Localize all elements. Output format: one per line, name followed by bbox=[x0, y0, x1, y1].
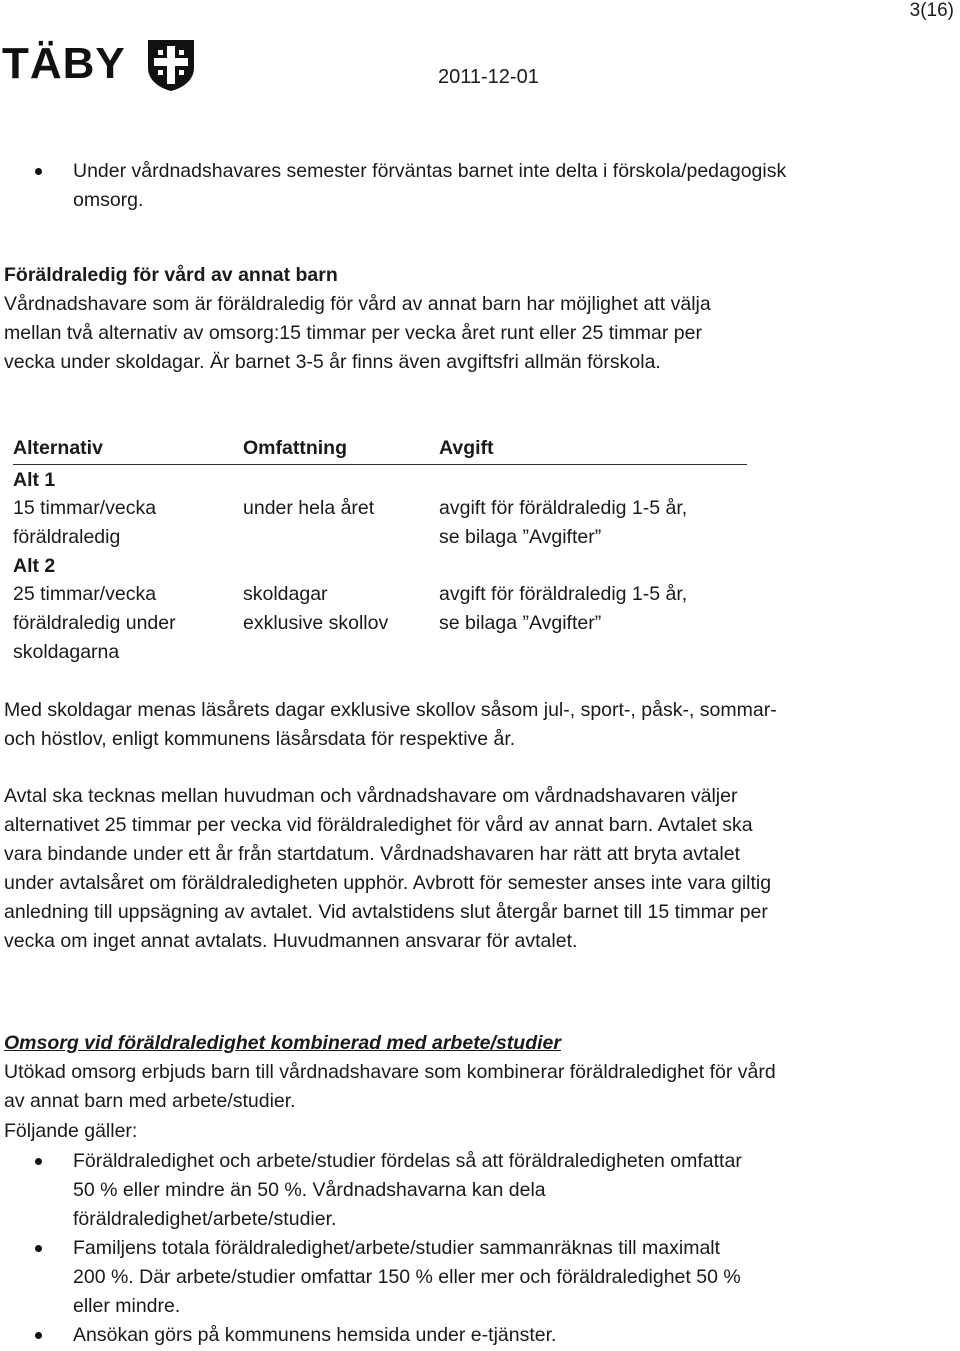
table-cell: föräldraledig under bbox=[13, 612, 176, 634]
table-cell: se bilaga ”Avgifter” bbox=[439, 612, 602, 634]
table-cell: skoldagar bbox=[243, 583, 328, 605]
section-paragraph: Utökad omsorg erbjuds barn till vårdnadshavare som kombinerar föräldraledighet för vård av annat barn med arbete/studier. bbox=[4, 1061, 776, 1112]
list-item: Under vårdnadshavares semester förväntas barnet inte delta i förskola/pedagogisk omsorg. bbox=[30, 157, 800, 215]
section-lead: Följande gäller: bbox=[4, 1120, 138, 1142]
column-header: Alternativ bbox=[13, 437, 103, 459]
table-cell: 25 timmar/vecka bbox=[13, 583, 157, 605]
column-header: Omfattning bbox=[243, 437, 347, 459]
conditions-bullet-list bbox=[30, 1147, 750, 1350]
coat-of-arms-icon bbox=[146, 38, 196, 92]
table-divider bbox=[13, 464, 747, 465]
table-cell: se bilaga ”Avgifter” bbox=[439, 526, 602, 548]
list-item: Föräldraledighet och arbete/studier fördelas så att föräldraledigheten omfattar 50 % eller mindre än 50 %. Vårdnadshavarna kan dela föräldraledighet/arbete/studier. bbox=[30, 1147, 750, 1234]
table-cell: skoldagarna bbox=[13, 641, 120, 663]
table-cell: exklusive skollov bbox=[243, 612, 389, 634]
taby-logo bbox=[2, 36, 198, 92]
intro-bullet-list bbox=[30, 157, 800, 215]
logo-text: TÄBY bbox=[2, 39, 126, 88]
table-cell: 15 timmar/vecka bbox=[13, 497, 157, 519]
column-header: Avgift bbox=[439, 437, 494, 459]
skoldagar-paragraph: Med skoldagar menas läsårets dagar exklusive skollov såsom jul-, sport-, påsk-, sommar- och höstlov, enligt kommunens läsårsdata för respektive år. bbox=[4, 699, 777, 750]
page-number: 3(16) bbox=[909, 0, 954, 21]
list-item: Ansökan görs på kommunens hemsida under e-tjänster. bbox=[30, 1321, 750, 1350]
table-cell: föräldraledig bbox=[13, 526, 121, 548]
section-paragraph: Vårdnadshavare som är föräldraledig för vård av annat barn har möjlighet att välja mellan två alternativ av omsorg:15 timmar per vecka året runt eller 25 timmar per vecka under skoldagar. Är barnet 3-5 år finns även avgiftsfri allmän förskola. bbox=[4, 293, 711, 373]
group-title: Alt 2 bbox=[13, 555, 56, 577]
list-item: Familjens totala föräldraledighet/arbete/studier sammanräknas till maximalt 200 %. Där arbete/studier omfattar 150 % eller mer och föräldraledighet 50 % eller mindre. bbox=[30, 1234, 750, 1321]
section-heading: Omsorg vid föräldraledighet kombinerad med arbete/studier bbox=[4, 1032, 561, 1054]
table-cell: under hela året bbox=[243, 497, 375, 519]
group-title: Alt 1 bbox=[13, 469, 56, 491]
table-cell: avgift för föräldraledig 1-5 år, bbox=[439, 497, 688, 519]
avtal-paragraph: Avtal ska tecknas mellan huvudman och vårdnadshavare om vårdnadshavaren väljer alternativet 25 timmar per vecka vid föräldraledighet för vård av annat barn. Avtalet ska vara bindande under ett år från startdatum. Vårdnadshavaren har rätt att bryta avtalet under avtalsåret om föräldraledigheten upphör. Avbrott för semester anses inte vara giltig anledning till uppsägning av avtalet. Vid avtalstidens slut återgår barnet till 15 timmar per vecka om inget annat avtalats. Huvudmannen ansvarar för avtalet. bbox=[4, 785, 772, 952]
table-cell: avgift för föräldraledig 1-5 år, bbox=[439, 583, 688, 605]
section-heading: Föräldraledig för vård av annat barn bbox=[4, 264, 338, 286]
document-date: 2011-12-01 bbox=[438, 66, 539, 88]
